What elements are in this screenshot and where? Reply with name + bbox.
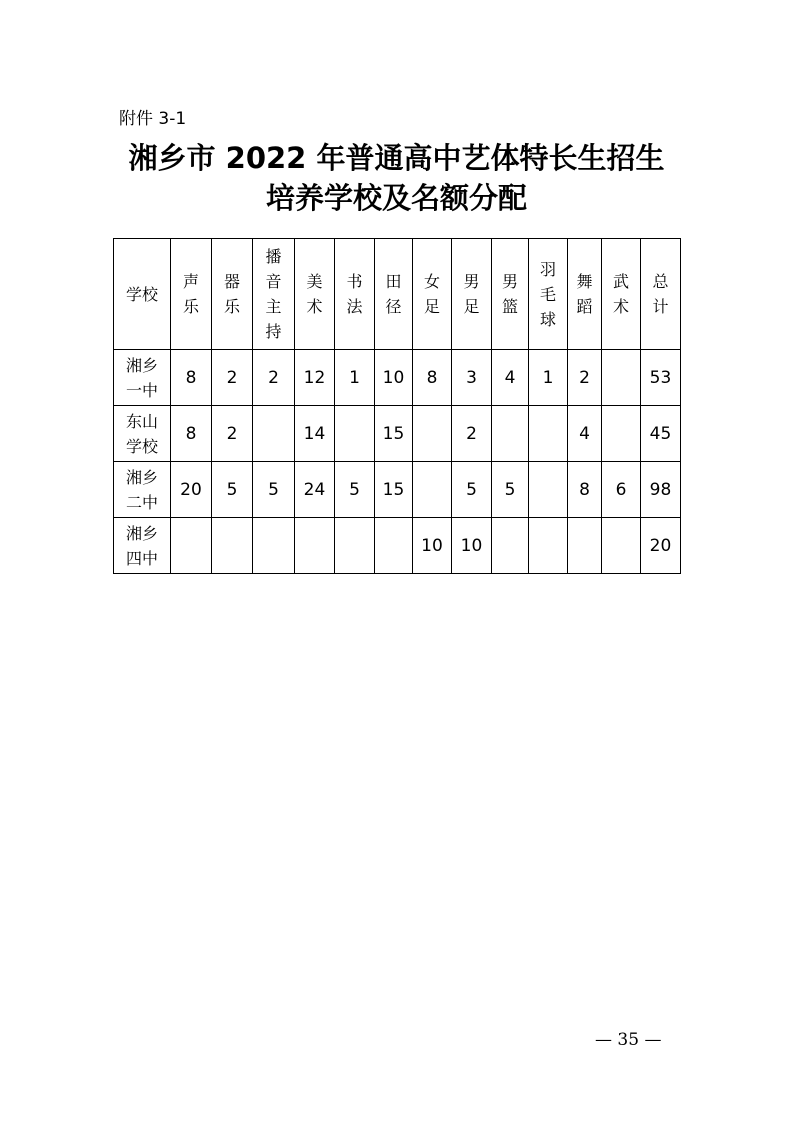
school-name-line: 湘乡 [125, 523, 158, 543]
quota-cell: 5 [492, 462, 529, 518]
quota-cell [492, 406, 529, 462]
header-cell [114, 239, 171, 350]
header-char: 播 [265, 247, 282, 266]
header-char: 男 [501, 272, 518, 291]
quota-cell [529, 518, 568, 574]
quota-cell: 10 [413, 518, 452, 574]
header-cell [529, 239, 568, 350]
header-char: 球 [539, 309, 556, 329]
header-cell [295, 239, 335, 350]
header-cell [602, 239, 641, 350]
quota-cell: 8 [171, 406, 212, 462]
header-char: 女 [423, 272, 440, 291]
school-cell [114, 462, 171, 518]
quota-cell: 12 [295, 350, 335, 406]
header-char: 术 [306, 297, 323, 316]
quota-cell: 15 [375, 462, 413, 518]
header-char: 足 [463, 297, 480, 316]
header-cell [171, 239, 212, 350]
quota-cell [529, 406, 568, 462]
quota-cell [568, 518, 602, 574]
quota-cell [295, 518, 335, 574]
quota-cell [492, 518, 529, 574]
header-char: 蹈 [576, 297, 593, 316]
quota-table [113, 238, 681, 574]
header-char: 美 [306, 272, 323, 291]
quota-cell [602, 406, 641, 462]
table-row [114, 406, 681, 462]
quota-cell: 10 [375, 350, 413, 406]
quota-cell: 2 [212, 406, 253, 462]
quota-cell: 3 [452, 350, 492, 406]
header-char: 田 [385, 272, 402, 291]
table-row [114, 462, 681, 518]
quota-cell: 20 [171, 462, 212, 518]
quota-cell: 2 [452, 406, 492, 462]
document-title-line1: 湘乡市 2022 年普通高中艺体特长生招生 [128, 141, 665, 175]
quota-cell: 24 [295, 462, 335, 518]
quota-cell: 4 [492, 350, 529, 406]
school-cell [114, 350, 171, 406]
quota-cell: 45 [641, 406, 681, 462]
quota-cell [529, 462, 568, 518]
school-name-line: 一中 [125, 380, 158, 400]
header-char: 声 [182, 272, 199, 291]
quota-cell: 1 [335, 350, 375, 406]
header-char: 总 [652, 272, 669, 291]
page-number: — 35 — [595, 1030, 662, 1050]
quota-cell [602, 518, 641, 574]
document-title-line2: 培养学校及名额分配 [265, 181, 527, 215]
quota-cell: 15 [375, 406, 413, 462]
header-cell [335, 239, 375, 350]
header-char: 武 [612, 272, 629, 291]
quota-cell [253, 406, 295, 462]
header-cell [641, 239, 681, 350]
quota-cell: 5 [253, 462, 295, 518]
school-name-line: 四中 [125, 548, 158, 568]
quota-cell [253, 518, 295, 574]
quota-cell: 4 [568, 406, 602, 462]
quota-cell: 10 [452, 518, 492, 574]
school-name-line: 东山 [125, 411, 158, 431]
quota-cell: 53 [641, 350, 681, 406]
quota-cell: 1 [529, 350, 568, 406]
header-cell [253, 239, 295, 350]
school-name-line: 湘乡 [125, 355, 158, 375]
quota-cell: 20 [641, 518, 681, 574]
header-char: 乐 [223, 297, 240, 316]
school-name-line: 湘乡 [125, 467, 158, 487]
header-char: 音 [265, 272, 282, 291]
table-body [114, 350, 681, 574]
header-cell [568, 239, 602, 350]
quota-cell [171, 518, 212, 574]
quota-cell: 2 [568, 350, 602, 406]
header-char: 毛 [539, 284, 556, 304]
header-char: 羽 [539, 259, 556, 279]
header-char: 男 [463, 272, 480, 291]
header-char: 径 [385, 297, 402, 316]
quota-cell: 8 [413, 350, 452, 406]
header-cell [492, 239, 529, 350]
school-name-line: 二中 [125, 492, 158, 512]
header-char: 足 [423, 297, 440, 316]
attachment-label: 附件 3-1 [119, 109, 187, 129]
header-text: 学校 [125, 284, 158, 304]
header-cell [413, 239, 452, 350]
header-char: 篮 [501, 297, 518, 316]
quota-cell [413, 462, 452, 518]
header-char: 法 [346, 297, 363, 316]
header-cell [212, 239, 253, 350]
quota-cell: 5 [212, 462, 253, 518]
header-char: 乐 [182, 297, 199, 316]
quota-cell: 6 [602, 462, 641, 518]
school-name-line: 学校 [125, 436, 158, 456]
quota-cell: 14 [295, 406, 335, 462]
quota-cell [335, 406, 375, 462]
header-char: 书 [346, 272, 363, 291]
quota-cell: 98 [641, 462, 681, 518]
header-char: 持 [265, 322, 282, 341]
header-cell [375, 239, 413, 350]
header-char: 器 [223, 272, 240, 291]
school-cell [114, 518, 171, 574]
quota-cell: 8 [568, 462, 602, 518]
table-row [114, 518, 681, 574]
quota-cell [413, 406, 452, 462]
school-cell [114, 406, 171, 462]
quota-cell: 5 [452, 462, 492, 518]
quota-cell: 2 [212, 350, 253, 406]
quota-cell: 5 [335, 462, 375, 518]
header-row [114, 239, 681, 350]
quota-cell [335, 518, 375, 574]
table-row [114, 350, 681, 406]
header-char: 舞 [576, 272, 593, 291]
header-char: 计 [652, 297, 669, 316]
header-char: 主 [265, 297, 282, 316]
quota-cell: 8 [171, 350, 212, 406]
header-char: 术 [612, 297, 629, 316]
header-cell [452, 239, 492, 350]
quota-cell: 2 [253, 350, 295, 406]
quota-cell [212, 518, 253, 574]
quota-cell [602, 350, 641, 406]
quota-cell [375, 518, 413, 574]
